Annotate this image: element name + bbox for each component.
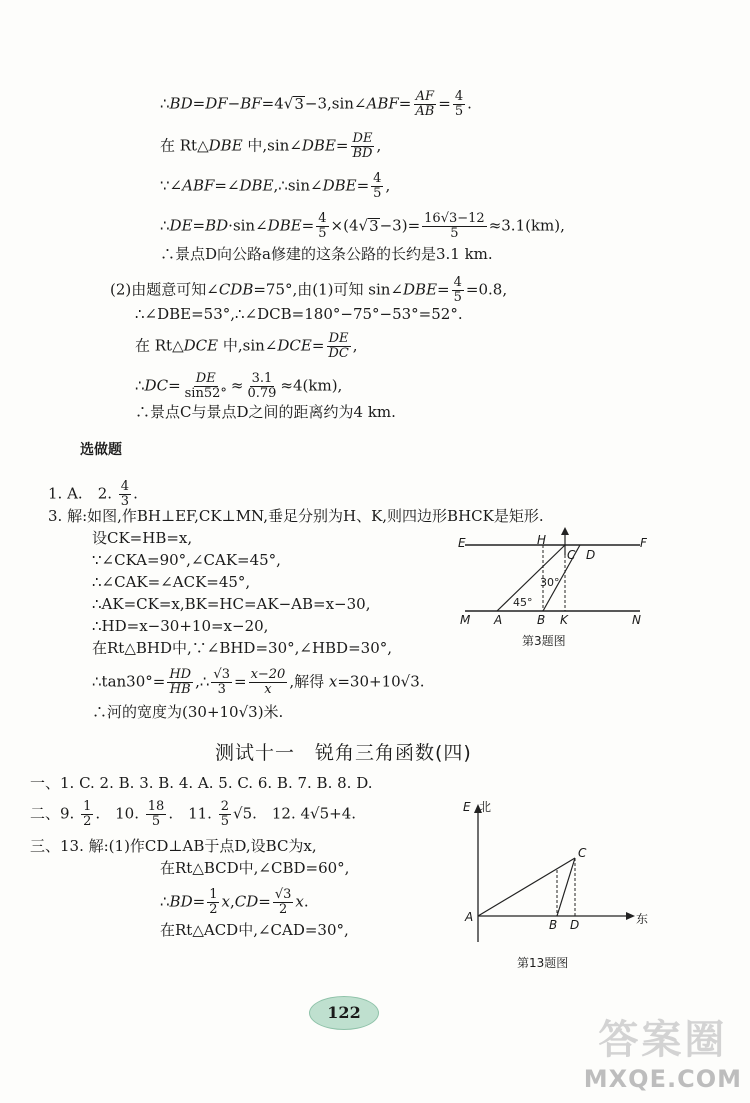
fig3-label-C: C [567, 548, 576, 562]
q13-l2: 在Rt△BCD中,∠CBD=60°, [160, 859, 350, 877]
line-angles: ∴∠DBE=53°,∴∠DCB=180°−75°−53°=52°. [135, 305, 463, 323]
q13-l1: 三、13. 解:(1)作CD⊥AB于点D,设BC为x, [30, 837, 317, 855]
line-rt-dbe: 在 Rt△DBE 中,sin∠DBE= $\frac{DE}{BD}$ , [160, 131, 382, 161]
q13-l3: ∴BD= $\frac{1}{2}$ x,CD= $\frac{√3}{2}$ x. [160, 887, 309, 917]
fig3-angle-45: 45° [513, 596, 533, 609]
test-title: 测试十一 锐角三角函数(四) [215, 742, 472, 764]
test-answers-row1: 一、1. C. 2. B. 3. B. 4. A. 5. C. 6. B. 7. B. 8. D. [30, 774, 373, 792]
fig3-label-K: K [560, 613, 568, 627]
fig13-label-A: A [465, 910, 474, 924]
fig13-label-C: C [578, 846, 587, 860]
fig3-angle-30: 30° [540, 576, 560, 589]
fig13-label-B: B [549, 918, 558, 932]
optional-q3-l5: ∴AK=CK=x,BK=HC=AK−AB=x−30, [92, 595, 371, 613]
watermark-bottom: MXQE.COM [583, 1065, 742, 1093]
line-conclusion-2: ∴景点C与景点D之间的距离约为4 km. [135, 403, 396, 421]
optional-q3-l6: ∴HD=x−30+10=x−20, [92, 617, 269, 635]
section-optional-title: 选做题 [80, 442, 122, 458]
test-answers-row2: 二、9. $\frac{1}{2}$ . 10. $\frac{18}{5}$ . 11. $\frac{2}{5}$ √5. 12. 4√5+4. [30, 799, 357, 829]
fig13-label-east: 东 [636, 912, 649, 926]
fig3-caption: 第3题图 [522, 634, 566, 648]
fig3-label-H: H [537, 533, 547, 547]
line-abf-dbe: ∵∠ABF=∠DBE,∴sin∠DBE= $\frac{4}{5}$ , [160, 171, 391, 201]
line-bd: ∴BD=DF−BF=4√3−3,sin∠ABF= $\frac{AF}{AB}$ = $\frac{4}{5}$ . [160, 89, 472, 119]
fig13-label-E: E [463, 800, 471, 814]
line-conclusion-1: ∴景点D向公路a修建的这条公路的长约是3.1 km. [160, 245, 493, 263]
optional-q3-l8: ∴tan30°= $\frac{HD}{HB}$ ,∴ $\frac{√3}{3}$ = $\frac{x-20}{x}$ ,解得 x=30+10√3. [92, 667, 425, 697]
fig3-label-D: D [586, 548, 596, 562]
line-dc: ∴DC= $\frac{DE}{\sin 52^\circ}$ ≈ $\frac{3.1}{0.79}$ ≈4(km), [135, 371, 343, 401]
line-de: ∴DE=BD·sin∠DBE= $\frac{4}{5}$ ×(4√3−3)= $\frac{16√3-12}{5}$ ≈3.1(km), [160, 211, 565, 241]
optional-q3-l2: 设CK=HB=x, [92, 529, 193, 547]
optional-q3-l4: ∴∠CAK=∠ACK=45°, [92, 573, 251, 591]
optional-q3-l9: ∴河的宽度为(30+10√3)米. [92, 703, 284, 721]
fig13-label-north: 北 [479, 800, 492, 814]
fig3-label-B: B [537, 613, 546, 627]
fig3-label-M: M [460, 613, 471, 627]
line-rt-dce: 在 Rt△DCE 中,sin∠DCE= $\frac{DE}{DC}$ , [135, 331, 358, 361]
fig13-caption: 第13题图 [517, 956, 569, 970]
optional-q1-q2: 1. A. 2. $\frac{4}{3}$ . [48, 479, 138, 509]
line-part2: (2)由题意可知∠CDB=75°,由(1)可知 sin∠DBE= $\frac{4}{5}$ =0.8, [110, 275, 508, 305]
fig3-label-E: E [458, 536, 466, 550]
fig13-label-D: D [570, 918, 580, 932]
page-number: 122 [309, 996, 379, 1030]
fig3-label-F: F [640, 536, 647, 550]
watermark-top: 答案圈 [598, 1017, 728, 1063]
q13-l4: 在Rt△ACD中,∠CAD=30°, [160, 921, 349, 939]
optional-q3-l3: ∵∠CKA=90°,∠CAK=45°, [92, 551, 281, 569]
fig3-label-A: A [494, 613, 503, 627]
optional-q3-l7: 在Rt△BHD中,∵∠BHD=30°,∠HBD=30°, [92, 639, 393, 657]
watermark [584, 1008, 742, 1093]
optional-q3-l1: 3. 解:如图,作BH⊥EF,CK⊥MN,垂足分别为H、K,则四边形BHCK是矩形. [48, 507, 544, 525]
fig3-label-N: N [632, 613, 641, 627]
